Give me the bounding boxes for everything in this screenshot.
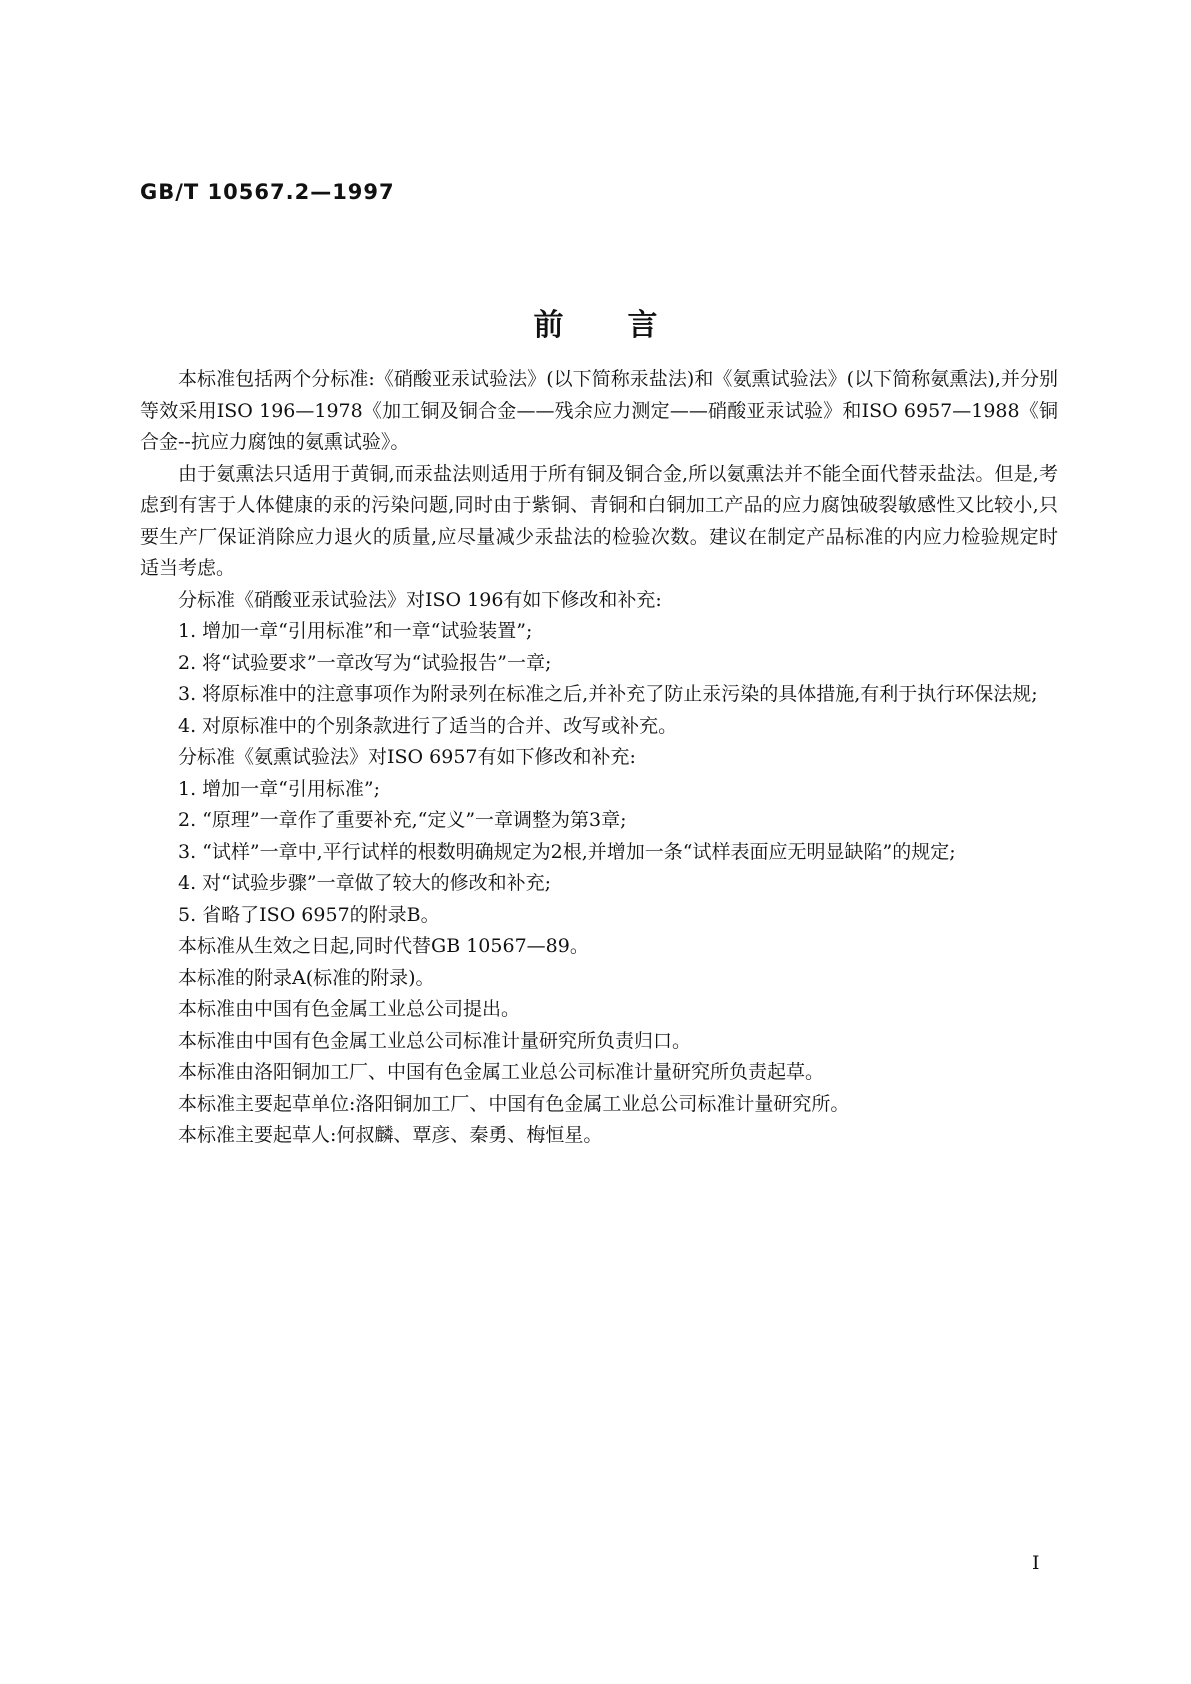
paragraph-ammonia-intro: 分标准《氨熏试验法》对ISO 6957有如下修改和补充: [178,746,636,768]
paragraph-mercury-intro: 分标准《硝酸亚汞试验法》对ISO 196有如下修改和补充: [178,588,662,611]
foreword-body [140,364,1058,1152]
paragraph-scope: 本标准包括两个分标准:《硝酸亚汞试验法》(以下简称汞盐法)和《氨熏试验法》(以下简称氨熏法),并分别等效采用ISO 196—1978《加工铜及铜合金——残余应力测定——硝酸亚汞试验》和ISO 6957—1988《铜合金--抗应力腐蚀的氨熏试验》。 [140,368,1058,453]
list-item: 4. 对“试验步骤”一章做了较大的修改和补充; [178,872,551,894]
paragraph-replacement: 本标准从生效之日起,同时代替GB 10567—89。 [178,935,589,957]
standard-code: GB/T 10567.2—1997 [140,180,395,204]
page-title: 前言 [533,308,722,343]
list-item: 4. 对原标准中的个别条款进行了适当的合并、改写或补充。 [178,714,678,737]
list-item: 2. 将“试验要求”一章改写为“试验报告”一章; [178,651,552,674]
paragraph-administrator: 本标准由中国有色金属工业总公司标准计量研究所负责归口。 [178,1029,692,1052]
list-item: 2. “原理”一章作了重要补充,“定义”一章调整为第3章; [178,809,627,831]
page-number: I [1032,1552,1040,1574]
list-item: 3. 将原标准中的注意事项作为附录列在标准之后,并补充了防止汞污染的具体措施,有利于执行环保法规; [178,683,1038,705]
paragraph-drafter: 本标准由洛阳铜加工厂、中国有色金属工业总公司标准计量研究所负责起草。 [178,1061,825,1083]
list-item: 1. 增加一章“引用标准”; [178,777,380,800]
paragraph-appendix: 本标准的附录A(标准的附录)。 [178,966,435,989]
list-item: 5. 省略了ISO 6957的附录B。 [178,903,440,926]
list-item: 1. 增加一章“引用标准”和一章“试验装置”; [178,620,533,642]
paragraph-proposer: 本标准由中国有色金属工业总公司提出。 [178,998,521,1020]
paragraph-drafting-units: 本标准主要起草单位:洛阳铜加工厂、中国有色金属工业总公司标准计量研究所。 [178,1092,850,1115]
paragraph-rationale: 由于氨熏法只适用于黄铜,而汞盐法则适用于所有铜及铜合金,所以氨熏法并不能全面代替汞盐法。但是,考虑到有害于人体健康的汞的污染问题,同时由于紫铜、青铜和白铜加工产品的应力腐蚀破裂敏感性又比较小,只要生产厂保证消除应力退火的质量,应尽量减少汞盐法的检验次数。建议在制定产品标准的内应力检验规定时适当考虑。 [140,462,1058,579]
paragraph-drafters: 本标准主要起草人:何叔麟、覃彦、秦勇、梅恒星。 [178,1124,603,1146]
list-item: 3. “试样”一章中,平行试样的根数明确规定为2根,并增加一条“试样表面应无明显缺陷”的规定; [178,840,956,863]
